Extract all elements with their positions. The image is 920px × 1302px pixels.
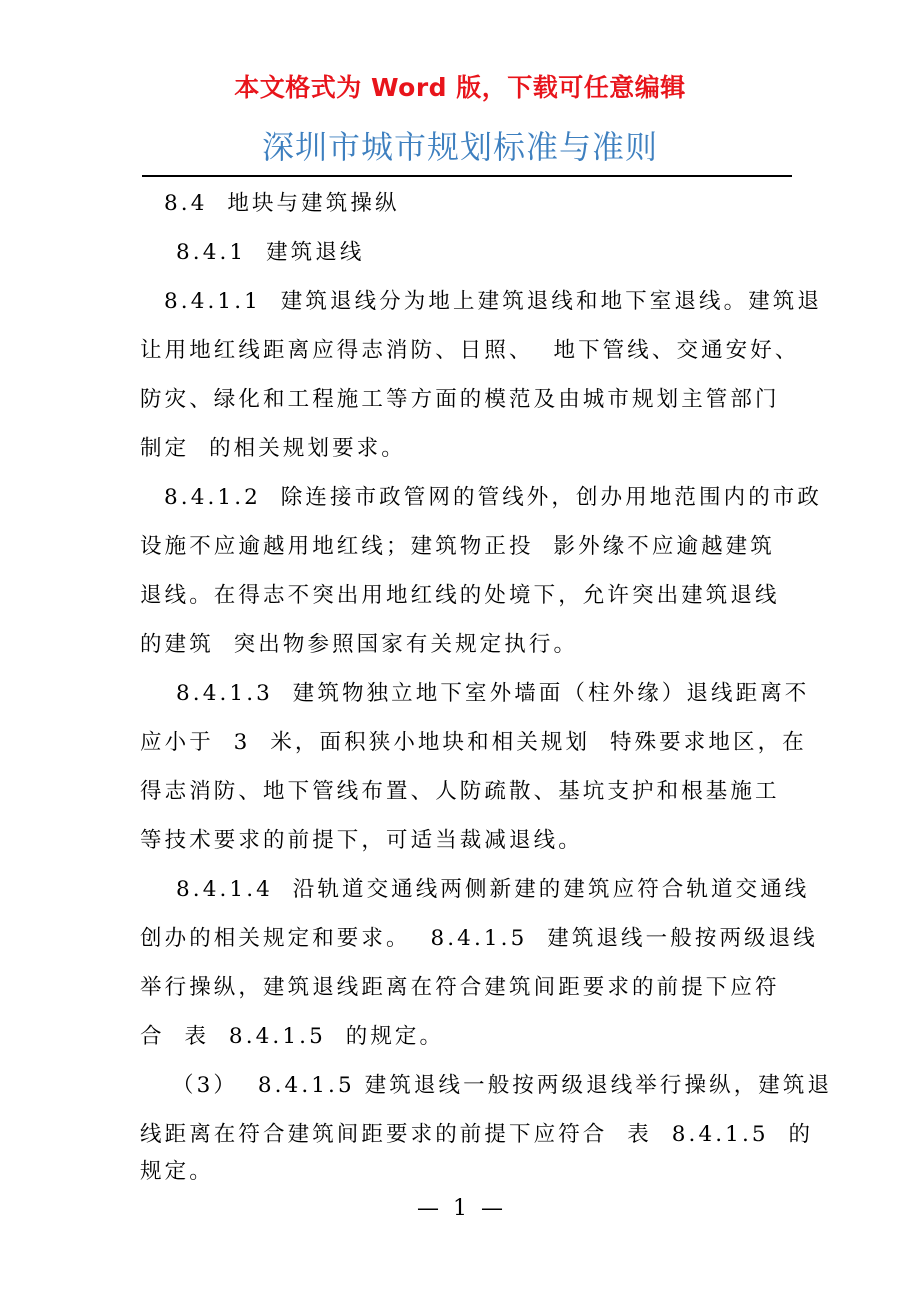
body-line: 8.4.1.2 除连接市政管网的管线外，创办用地范围内的市政 [164,485,822,510]
body-line: 举行操纵，建筑退线距离在符合建筑间距要求的前提下应符 [140,975,780,1000]
body-line: 制定 的相关规划要求。 [140,436,406,461]
section-heading: 8.4 地块与建筑操纵 [164,191,400,216]
body-line: 8.4.1.1 建筑退线分为地上建筑退线和地下室退线。建筑退 [164,289,822,314]
body-line: 8.4.1.4 沿轨道交通线两侧新建的建筑应符合轨道交通线 [176,877,810,902]
body-line: 线距离在符合建筑间距要求的前提下应符合 表 8.4.1.5 的 [140,1122,814,1147]
body-line: 防灾、绿化和工程施工等方面的模范及由城市规划主管部门 [140,387,780,412]
body-line: 设施不应逾越用地红线；建筑物正投 影外缘不应逾越建筑 [140,534,775,559]
body-line: 创办的相关规定和要求。 8.4.1.5 建筑退线一般按两级退线 [140,926,818,951]
body-line: 得志消防、地下管线布置、人防疏散、基坑支护和根基施工 [140,779,780,804]
subsection-heading: 8.4.1 建筑退线 [176,240,365,265]
format-notice: 本文格式为 Word 版，下载可任意编辑 [234,73,686,102]
body-line: 应小于 3 米，面积狭小地块和相关规划 特殊要求地区，在 [140,730,807,755]
body-line: 规定。 [140,1159,214,1184]
body-line: 退线。在得志不突出用地红线的处境下，允许突出建筑退线 [140,583,780,608]
document-title: 深圳市城市规划标准与准则 [261,128,658,166]
page-number: — 1 — [417,1196,503,1221]
body-line: （3） 8.4.1.5 建筑退线一般按两级退线举行操纵，建筑退 [172,1073,833,1098]
body-line: 让用地红线距离应得志消防、日照、 地下管线、交通安好、 [140,338,800,363]
body-line: 的建筑 突出物参照国家有关规定执行。 [140,632,579,657]
body-line: 等技术要求的前提下，可适当裁减退线。 [140,828,583,853]
body-line: 8.4.1.3 建筑物独立地下室外墙面（柱外缘）退线距离不 [176,681,810,706]
body-line: 合 表 8.4.1.5 的规定。 [140,1024,445,1049]
title-divider [142,175,792,177]
